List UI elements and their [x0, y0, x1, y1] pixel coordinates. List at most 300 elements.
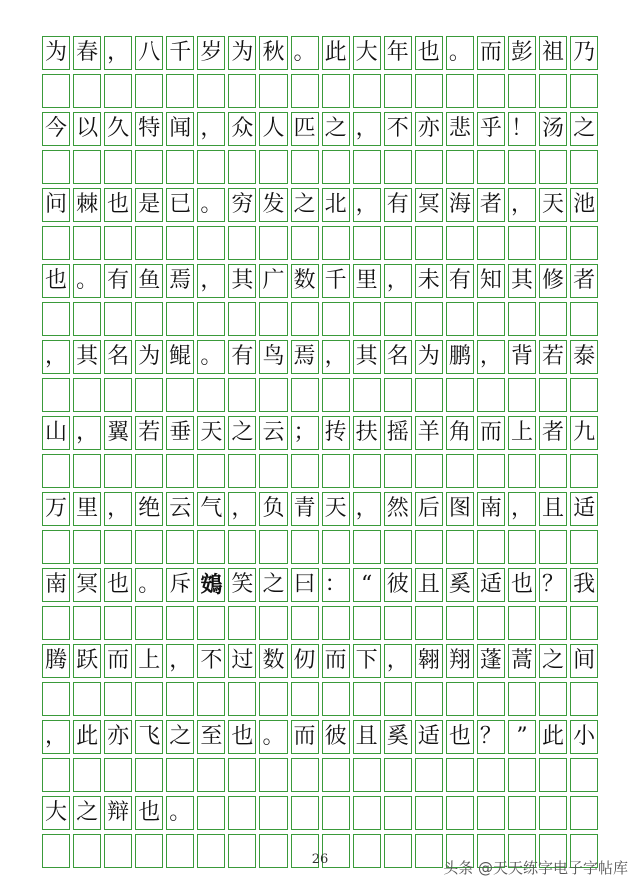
character-cell: ？: [477, 720, 505, 754]
practice-cell: [570, 682, 598, 716]
character-cell: 岁: [197, 36, 225, 70]
practice-cell: [228, 758, 256, 792]
practice-cell: [197, 606, 225, 640]
character-cell: 若: [539, 340, 567, 374]
character-cell: 而: [291, 720, 319, 754]
character-cell: 之: [228, 416, 256, 450]
practice-cell: [135, 758, 163, 792]
practice-cell: [135, 302, 163, 336]
practice-cell: [73, 150, 101, 184]
practice-cell: [42, 454, 70, 488]
practice-cell: [228, 454, 256, 488]
practice-cell: [135, 226, 163, 260]
practice-cell: [539, 758, 567, 792]
character-cell: 彼: [322, 720, 350, 754]
character-cell: ，: [353, 492, 381, 526]
character-cell: 为: [42, 36, 70, 70]
practice-cell: [353, 606, 381, 640]
character-cell: 有: [104, 264, 132, 298]
practice-cell: [539, 530, 567, 564]
practice-row: [42, 226, 598, 260]
text-row: [42, 568, 598, 602]
practice-cell: [384, 530, 412, 564]
character-cell: 有: [384, 188, 412, 222]
practice-cell: [197, 150, 225, 184]
character-cell: 里: [353, 264, 381, 298]
character-cell: 为: [135, 340, 163, 374]
character-cell: 者: [477, 188, 505, 222]
character-cell: 泰: [570, 340, 598, 374]
character-cell: 棘: [73, 188, 101, 222]
character-cell: 八: [135, 36, 163, 70]
practice-cell: [477, 150, 505, 184]
character-cell: 特: [135, 112, 163, 146]
practice-cell: [539, 378, 567, 412]
practice-cell: [228, 226, 256, 260]
practice-cell: [166, 74, 194, 108]
character-cell: ！: [508, 112, 536, 146]
character-cell: 适: [570, 492, 598, 526]
character-cell: 南: [42, 568, 70, 602]
practice-cell: [259, 758, 287, 792]
practice-cell: [415, 530, 443, 564]
character-cell: 后: [415, 492, 443, 526]
character-cell: 其: [228, 264, 256, 298]
character-cell: 翼: [104, 416, 132, 450]
practice-cell: [446, 454, 474, 488]
practice-cell: [570, 758, 598, 792]
character-cell: 天: [539, 188, 567, 222]
character-cell: 焉: [166, 264, 194, 298]
practice-cell: [477, 378, 505, 412]
practice-cell: [73, 302, 101, 336]
character-cell: 已: [166, 188, 194, 222]
practice-cell: [384, 606, 412, 640]
character-cell: 者: [570, 264, 598, 298]
practice-cell: [539, 606, 567, 640]
character-cell: ，: [73, 416, 101, 450]
practice-cell: [322, 150, 350, 184]
character-cell: “: [353, 568, 381, 602]
character-cell: 也: [228, 720, 256, 754]
practice-cell: [415, 378, 443, 412]
practice-cell: [135, 454, 163, 488]
practice-cell: [415, 226, 443, 260]
character-cell: ：: [322, 568, 350, 602]
character-cell: 也: [415, 36, 443, 70]
character-cell: 穷: [228, 188, 256, 222]
character-cell: 亦: [104, 720, 132, 754]
practice-cell: [291, 150, 319, 184]
character-cell: 彼: [384, 568, 412, 602]
practice-cell: [508, 226, 536, 260]
character-cell: 北: [322, 188, 350, 222]
practice-cell: [259, 454, 287, 488]
practice-cell: [384, 682, 412, 716]
character-cell: 图: [446, 492, 474, 526]
character-cell: 而: [104, 644, 132, 678]
character-cell: ，: [322, 340, 350, 374]
character-cell: [446, 796, 474, 830]
practice-cell: [104, 226, 132, 260]
practice-cell: [415, 682, 443, 716]
character-cell: 知: [477, 264, 505, 298]
character-cell: 。: [259, 720, 287, 754]
character-cell: 腾: [42, 644, 70, 678]
practice-cell: [415, 150, 443, 184]
practice-cell: [166, 226, 194, 260]
practice-cell: [259, 682, 287, 716]
practice-cell: [104, 758, 132, 792]
practice-cell: [508, 74, 536, 108]
character-cell: 名: [104, 340, 132, 374]
character-cell: [353, 796, 381, 830]
practice-cell: [384, 302, 412, 336]
practice-cell: [539, 226, 567, 260]
character-cell: 而: [322, 644, 350, 678]
character-cell: 之: [539, 644, 567, 678]
practice-cell: [415, 454, 443, 488]
practice-row: [42, 606, 598, 640]
practice-cell: [477, 682, 505, 716]
character-cell: 摇: [384, 416, 412, 450]
character-cell: ，: [508, 492, 536, 526]
character-cell: [291, 796, 319, 830]
character-cell: 曰: [291, 568, 319, 602]
practice-cell: [166, 150, 194, 184]
practice-cell: [166, 606, 194, 640]
practice-cell: [42, 378, 70, 412]
practice-cell: [353, 378, 381, 412]
practice-cell: [508, 758, 536, 792]
character-cell: 年: [384, 36, 412, 70]
character-cell: 鴳: [197, 568, 225, 602]
character-cell: 蓬: [477, 644, 505, 678]
practice-cell: [197, 530, 225, 564]
character-cell: ，: [197, 112, 225, 146]
character-cell: 不: [197, 644, 225, 678]
character-cell: 池: [570, 188, 598, 222]
practice-cell: [477, 530, 505, 564]
character-cell: 而: [477, 416, 505, 450]
practice-cell: [166, 454, 194, 488]
practice-cell: [197, 378, 225, 412]
character-cell: 且: [539, 492, 567, 526]
character-cell: 。: [197, 188, 225, 222]
character-cell: 鲲: [166, 340, 194, 374]
practice-cell: [104, 682, 132, 716]
practice-cell: [73, 378, 101, 412]
practice-cell: [508, 378, 536, 412]
practice-row: [42, 302, 598, 336]
practice-cell: [135, 606, 163, 640]
practice-cell: [291, 226, 319, 260]
character-cell: 鱼: [135, 264, 163, 298]
character-cell: 大: [353, 36, 381, 70]
practice-cell: [477, 454, 505, 488]
character-cell: 。: [446, 36, 474, 70]
practice-cell: [353, 226, 381, 260]
character-cell: [508, 796, 536, 830]
text-row: [42, 644, 598, 678]
practice-cell: [570, 530, 598, 564]
practice-cell: [135, 150, 163, 184]
character-cell: 我: [570, 568, 598, 602]
practice-cell: [570, 226, 598, 260]
character-cell: 扶: [353, 416, 381, 450]
practice-cell: [259, 302, 287, 336]
character-cell: 负: [259, 492, 287, 526]
practice-cell: [446, 606, 474, 640]
practice-cell: [73, 74, 101, 108]
practice-cell: [446, 150, 474, 184]
character-cell: 之: [73, 796, 101, 830]
practice-cell: [73, 454, 101, 488]
character-cell: 奚: [384, 720, 412, 754]
character-cell: 者: [539, 416, 567, 450]
character-cell: [384, 796, 412, 830]
character-cell: 。: [197, 340, 225, 374]
character-cell: 然: [384, 492, 412, 526]
character-cell: 仞: [291, 644, 319, 678]
character-cell: 有: [446, 264, 474, 298]
character-cell: 乎: [477, 112, 505, 146]
practice-cell: [197, 74, 225, 108]
character-cell: 问: [42, 188, 70, 222]
practice-cell: [291, 606, 319, 640]
practice-cell: [415, 758, 443, 792]
practice-cell: [384, 378, 412, 412]
character-cell: ；: [291, 416, 319, 450]
practice-cell: [384, 150, 412, 184]
practice-cell: [477, 226, 505, 260]
practice-grid: [42, 36, 598, 872]
character-cell: 千: [322, 264, 350, 298]
practice-cell: [508, 606, 536, 640]
character-cell: 下: [353, 644, 381, 678]
practice-cell: [570, 150, 598, 184]
character-cell: 也: [104, 568, 132, 602]
practice-cell: [259, 530, 287, 564]
practice-cell: [135, 682, 163, 716]
character-cell: 适: [415, 720, 443, 754]
character-cell: ，: [104, 492, 132, 526]
practice-cell: [104, 378, 132, 412]
practice-cell: [415, 74, 443, 108]
practice-cell: [353, 74, 381, 108]
character-cell: 大: [42, 796, 70, 830]
character-cell: 为: [228, 36, 256, 70]
practice-cell: [104, 606, 132, 640]
character-cell: 秋: [259, 36, 287, 70]
character-cell: 也: [508, 568, 536, 602]
character-cell: 。: [73, 264, 101, 298]
practice-cell: [166, 378, 194, 412]
character-cell: 抟: [322, 416, 350, 450]
practice-cell: [259, 74, 287, 108]
character-cell: 也: [446, 720, 474, 754]
practice-cell: [570, 74, 598, 108]
text-row: [42, 112, 598, 146]
practice-row: [42, 454, 598, 488]
character-cell: 修: [539, 264, 567, 298]
character-cell: ，: [353, 112, 381, 146]
practice-cell: [384, 226, 412, 260]
character-cell: 匹: [291, 112, 319, 146]
practice-cell: [197, 302, 225, 336]
practice-cell: [104, 454, 132, 488]
practice-cell: [322, 302, 350, 336]
character-cell: 云: [166, 492, 194, 526]
character-cell: 青: [291, 492, 319, 526]
practice-cell: [353, 302, 381, 336]
character-cell: 广: [259, 264, 287, 298]
character-cell: 之: [570, 112, 598, 146]
practice-cell: [477, 606, 505, 640]
practice-row: [42, 758, 598, 792]
character-cell: 翔: [446, 644, 474, 678]
practice-cell: [322, 74, 350, 108]
character-cell: 绝: [135, 492, 163, 526]
practice-cell: [228, 150, 256, 184]
character-cell: 此: [73, 720, 101, 754]
character-cell: 且: [415, 568, 443, 602]
character-cell: 至: [197, 720, 225, 754]
character-cell: 也: [104, 188, 132, 222]
character-cell: 也: [42, 264, 70, 298]
character-cell: 此: [539, 720, 567, 754]
practice-cell: [446, 226, 474, 260]
text-row: [42, 720, 598, 754]
practice-cell: [322, 758, 350, 792]
text-row: [42, 264, 598, 298]
practice-cell: [539, 682, 567, 716]
practice-cell: [104, 530, 132, 564]
character-cell: ，: [228, 492, 256, 526]
character-cell: 之: [259, 568, 287, 602]
character-cell: 羊: [415, 416, 443, 450]
practice-cell: [104, 74, 132, 108]
practice-cell: [135, 530, 163, 564]
practice-row: [42, 530, 598, 564]
practice-cell: [539, 302, 567, 336]
practice-cell: [73, 530, 101, 564]
character-cell: ，: [353, 188, 381, 222]
text-row: [42, 416, 598, 450]
practice-cell: [42, 682, 70, 716]
character-cell: [197, 796, 225, 830]
character-cell: 亦: [415, 112, 443, 146]
character-cell: 鹏: [446, 340, 474, 374]
character-cell: [477, 796, 505, 830]
practice-cell: [446, 74, 474, 108]
character-cell: 悲: [446, 112, 474, 146]
character-cell: ”: [508, 720, 536, 754]
character-cell: ，: [197, 264, 225, 298]
character-cell: [539, 796, 567, 830]
character-cell: 也: [135, 796, 163, 830]
practice-cell: [291, 682, 319, 716]
practice-cell: [291, 530, 319, 564]
character-cell: 其: [73, 340, 101, 374]
practice-cell: [228, 682, 256, 716]
practice-row: [42, 150, 598, 184]
character-cell: 小: [570, 720, 598, 754]
practice-cell: [259, 606, 287, 640]
character-cell: 里: [73, 492, 101, 526]
practice-cell: [539, 150, 567, 184]
practice-row: [42, 74, 598, 108]
character-cell: 不: [384, 112, 412, 146]
practice-cell: [42, 74, 70, 108]
practice-cell: [446, 378, 474, 412]
page-number: 26: [311, 852, 329, 867]
character-cell: 气: [197, 492, 225, 526]
character-cell: 背: [508, 340, 536, 374]
character-cell: 若: [135, 416, 163, 450]
character-cell: 久: [104, 112, 132, 146]
practice-cell: [259, 226, 287, 260]
practice-cell: [508, 150, 536, 184]
character-cell: 。: [166, 796, 194, 830]
character-cell: 人: [259, 112, 287, 146]
practice-cell: [135, 74, 163, 108]
practice-cell: [415, 606, 443, 640]
character-cell: 为: [415, 340, 443, 374]
practice-cell: [228, 302, 256, 336]
character-cell: 之: [322, 112, 350, 146]
character-cell: ？: [539, 568, 567, 602]
character-cell: 未: [415, 264, 443, 298]
practice-cell: [197, 226, 225, 260]
character-cell: 汤: [539, 112, 567, 146]
practice-cell: [166, 758, 194, 792]
practice-cell: [570, 606, 598, 640]
character-cell: [322, 796, 350, 830]
character-cell: ，: [42, 340, 70, 374]
character-cell: 鸟: [259, 340, 287, 374]
practice-cell: [291, 378, 319, 412]
character-cell: 过: [228, 644, 256, 678]
practice-cell: [73, 226, 101, 260]
character-cell: 数: [291, 264, 319, 298]
practice-cell: [42, 606, 70, 640]
character-cell: ，: [166, 644, 194, 678]
practice-cell: [384, 74, 412, 108]
practice-cell: [570, 454, 598, 488]
character-cell: 万: [42, 492, 70, 526]
character-cell: ，: [42, 720, 70, 754]
character-cell: 其: [353, 340, 381, 374]
character-cell: [228, 796, 256, 830]
character-cell: 焉: [291, 340, 319, 374]
practice-cell: [291, 454, 319, 488]
character-cell: 乃: [570, 36, 598, 70]
character-cell: ，: [508, 188, 536, 222]
practice-cell: [228, 74, 256, 108]
character-cell: 而: [477, 36, 505, 70]
character-cell: 且: [353, 720, 381, 754]
character-cell: 数: [259, 644, 287, 678]
practice-cell: [322, 454, 350, 488]
text-row: [42, 36, 598, 70]
practice-cell: [508, 530, 536, 564]
practice-cell: [135, 378, 163, 412]
character-cell: 彭: [508, 36, 536, 70]
character-cell: 辩: [104, 796, 132, 830]
character-cell: 以: [73, 112, 101, 146]
practice-cell: [415, 302, 443, 336]
